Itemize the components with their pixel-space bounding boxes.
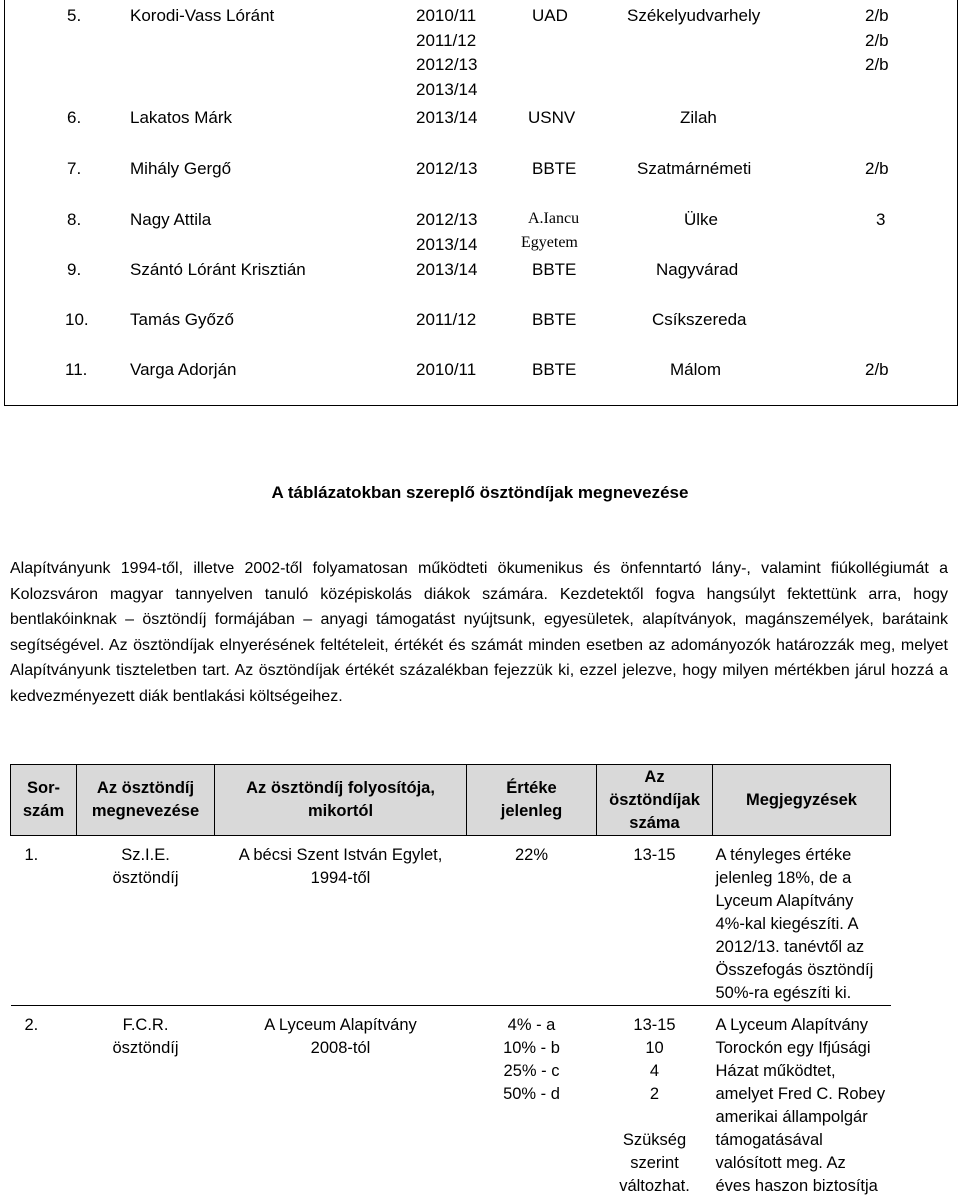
row-number: 6. xyxy=(67,106,81,131)
row-number: 1. xyxy=(11,836,77,1006)
scholarship-value: 4% - a 10% - b 25% - c 50% - d xyxy=(467,1006,597,1198)
university: USNV xyxy=(528,106,575,131)
table-header-row xyxy=(11,765,891,836)
row-number: 9. xyxy=(67,258,81,283)
row-number: 2. xyxy=(11,1006,77,1198)
row-number: 7. xyxy=(67,157,81,182)
section-heading: A táblázatokban szereplő ösztöndíjak megnevezése xyxy=(0,483,960,503)
city: Nagyvárad xyxy=(656,258,738,283)
year: 2013/14 xyxy=(416,78,477,103)
scholarship-note: A tényleges értéke jelenleg 18%, de a Lyceum Alapítvány 4%-kal kiegészíti. A 2012/13. tanévtől az Összefogás ösztöndíj 50%-ra egészíti ki. xyxy=(713,836,891,1006)
year: 2010/11 xyxy=(416,4,476,29)
university: BBTE xyxy=(532,358,576,383)
city: Székelyudvarhely xyxy=(627,4,760,29)
column-header: Sor- szám xyxy=(11,765,77,836)
scholarship-note: A Lyceum Alapítvány Torockón egy Ifjúsági Házat működtet, amelyet Fred C. Robey amerikai állampolgár támogatásával valósított meg. Az éves haszon biztosítja xyxy=(713,1006,891,1198)
city: Csíkszereda xyxy=(652,308,746,333)
scholarship-type: 2/b xyxy=(865,4,889,29)
year: 2012/13 xyxy=(416,157,477,182)
year: 2013/14 xyxy=(416,106,477,131)
scholarship-type: 2/b xyxy=(865,157,889,182)
scholarship-type: 2/b xyxy=(865,29,889,54)
city: Málom xyxy=(670,358,721,383)
scholarship-table xyxy=(10,764,891,1198)
scholar-name: Mihály Gergő xyxy=(130,157,231,182)
table-row xyxy=(11,836,891,1006)
scholarship-name: F.C.R. ösztöndíj xyxy=(77,1006,215,1198)
year: 2011/12 xyxy=(416,308,476,333)
scholarship-count: 13-15 10 4 2 Szükség szerint változhat. xyxy=(597,1006,713,1198)
scholar-name: Tamás Győző xyxy=(130,308,234,333)
scholar-name: Lakatos Márk xyxy=(130,106,232,131)
column-header: Az ösztöndíjak száma xyxy=(597,765,713,836)
year: 2011/12 xyxy=(416,29,476,54)
row-number: 5. xyxy=(67,4,81,29)
university: BBTE xyxy=(532,308,576,333)
year: 2012/13 xyxy=(416,53,477,78)
city: Szatmárnémeti xyxy=(637,157,751,182)
university: BBTE xyxy=(532,258,576,283)
column-header: Értéke jelenleg xyxy=(467,765,597,836)
university: BBTE xyxy=(532,157,576,182)
year: 2013/14 xyxy=(416,233,477,258)
scholar-name: Nagy Attila xyxy=(130,208,211,233)
scholarship-count: 13-15 xyxy=(597,836,713,1006)
university: UAD xyxy=(532,4,568,29)
university: A.Iancu xyxy=(528,207,579,232)
column-header: Megjegyzések xyxy=(713,765,891,836)
scholar-name: Korodi-Vass Lóránt xyxy=(130,4,274,29)
city: Ülke xyxy=(684,208,718,233)
column-header: Az ösztöndíj megnevezése xyxy=(77,765,215,836)
city: Zilah xyxy=(680,106,717,131)
year: 2012/13 xyxy=(416,208,477,233)
scholar-list-table xyxy=(4,0,958,406)
scholarship-provider: A bécsi Szent István Egylet, 1994-től xyxy=(215,836,467,1006)
year: 2010/11 xyxy=(416,358,476,383)
scholarship-type: 3 xyxy=(876,208,885,233)
scholarship-value: 22% xyxy=(467,836,597,1006)
scholar-name: Szántó Lóránt Krisztián xyxy=(130,258,306,283)
intro-paragraph: Alapítványunk 1994-től, illetve 2002-től folyamatosan működteti ökumenikus és önfenntartó lány-, valamint fiúkollégiumát a Kolozsváron magyar tannyelven tanuló középiskolás diákok számára. Kezdetektől fogva hangsúlyt fektettünk arra, hogy bentlakóinknak – ösztöndíj formájában – anyagi támogatást nyújtsunk, egyesületek, alapítványok, magánszemélyek, barátaink segítségével. Az ösztöndíjak elnyerésének feltételeit, értékét és számát minden esetben az adományozók határozzák meg, melyet Alapítványunk tiszteletben tart. Az ösztöndíjak értékét százalékban fejezzük ki, ezzel jelezve, hogy milyen mértékben járul hozzá a kedvezményezett diák bentlakási költségeihez. xyxy=(10,556,948,710)
table-row xyxy=(11,1006,891,1198)
university-line2: Egyetem xyxy=(521,231,578,256)
row-number: 10. xyxy=(65,308,89,333)
row-number: 11. xyxy=(65,358,87,383)
scholar-name: Varga Adorján xyxy=(130,358,236,383)
column-header: Az ösztöndíj folyosítója, mikortól xyxy=(215,765,467,836)
scholarship-type: 2/b xyxy=(865,53,889,78)
row-number: 8. xyxy=(67,208,81,233)
year: 2013/14 xyxy=(416,258,477,283)
scholarship-provider: A Lyceum Alapítvány 2008-tól xyxy=(215,1006,467,1198)
scholarship-type: 2/b xyxy=(865,358,889,383)
scholarship-name: Sz.I.E. ösztöndíj xyxy=(77,836,215,1006)
